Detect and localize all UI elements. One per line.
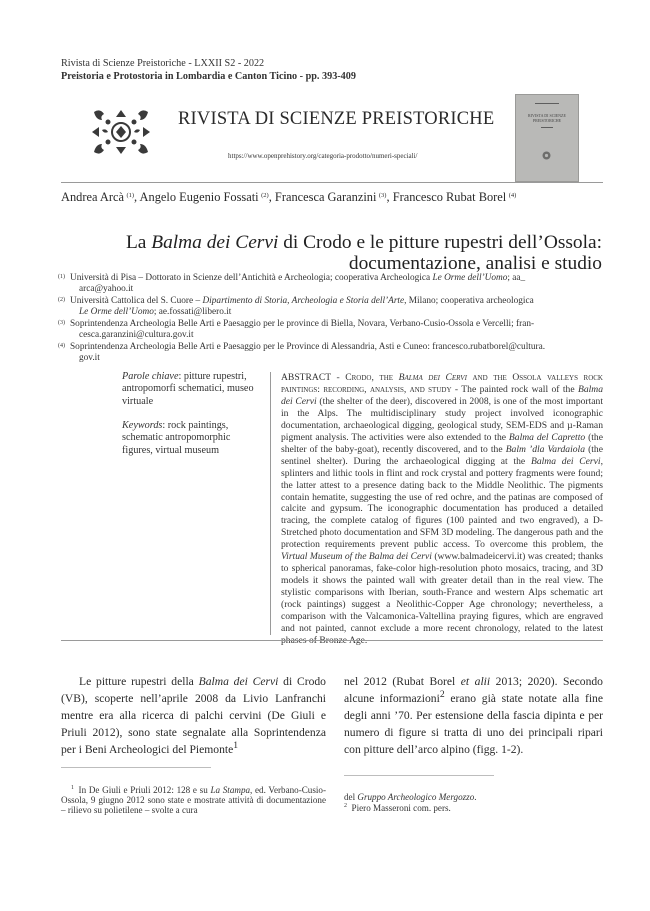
- affiliation-email[interactable]: ; ae.fossati@libero.it: [153, 307, 232, 317]
- cover-sub-line: ▬▬▬▬: [541, 125, 553, 129]
- affiliation-2: [58, 296, 605, 318]
- body-text: Le pitture rupestri della: [79, 675, 199, 688]
- title-text: La: [125, 232, 152, 253]
- author-separator: ,: [386, 190, 393, 204]
- affiliation-italic: Dipartimento di Storia, Archeologia e Storia dell’Arte: [202, 296, 405, 306]
- abstract-label: ABSTRACT: [281, 372, 331, 383]
- body-text: 2013; 2020). Secondo alcune informazioni: [344, 675, 603, 706]
- author-affiliation-ref: (2): [261, 192, 269, 199]
- affiliation-email[interactable]: gov.it: [79, 353, 100, 363]
- body-italic: Balma dei Cervi: [198, 675, 279, 688]
- affiliation-number: (1): [58, 274, 65, 280]
- abstract-title-italic: Balma dei Cervi: [398, 372, 467, 383]
- footnote-number: 2: [344, 802, 347, 809]
- affiliation-email[interactable]: cesca.garanzini@cultura.gov.it: [79, 330, 194, 340]
- affiliation-1: [58, 273, 605, 295]
- body-column-right: [344, 673, 603, 758]
- header-rule: [61, 182, 603, 183]
- affiliation-3: [58, 319, 605, 341]
- abstract-text: (the shelter of the baby-goat), recently discovered, and to the: [281, 431, 603, 455]
- title-text: di Crodo e le pitture rupestri dell’Ossola:: [278, 232, 602, 253]
- abstract-text: (www.balmadeicervi.it) was created; thanks to spherical panoramas, fake-color high-resolution photo mosaics, tracing, and 3D models it shows the painted wall with greater detail than in the real view. The stylistic comparisons with Iberian, south-France and western Alps schematic art (rock paintings) suggest a Neolithic-Copper Age chronology; nevertheless, a comparison with the Valcamonica-Valtellina praying figures, which are engraved and not painted, cannot exclude a more recent chronology, related to the latest phases of Bronze Age.: [281, 551, 603, 646]
- keywords-text: : pitture rupestri, antropomorfi schematici, museo virtuale: [122, 371, 254, 407]
- affiliation-4: [58, 342, 605, 364]
- journal-cover-thumbnail: [515, 94, 579, 182]
- body-italic: et alii: [460, 675, 491, 688]
- body-text: erano già state notate alla fine degli anni ’70. Per estensione della fascia dipinta e per numero di figure si tratta di uno dei principali ripari con pitture dell’arco alpino (figg. 1-2).: [344, 692, 603, 757]
- footnote-text: del: [344, 792, 358, 802]
- abstract-text: (the sentinel shelter). During the archaeological digging at the: [281, 443, 603, 467]
- author-name: Angelo Eugenio Fossati: [139, 190, 259, 204]
- abstract-italic: Balma del Capretto: [508, 431, 586, 443]
- footnote-italic: Gruppo Archeologico Mergozzo: [357, 792, 475, 802]
- abstract-divider: [270, 372, 271, 635]
- footnote-2: [344, 803, 603, 813]
- affiliation-text: Soprintendenza Archeologia Belle Arti e Paesaggio per le province di Biella, Novara, Verbano-Cusio-Ossola e Vercelli; fran-: [70, 319, 535, 329]
- author-affiliation-ref: (4): [508, 192, 517, 199]
- footnote-ref[interactable]: 2: [439, 689, 445, 701]
- paper-title: [100, 232, 602, 274]
- keywords-label: Parole chiave: [122, 371, 179, 382]
- journal-title: RIVISTA DI SCIENZE PREISTORICHE: [178, 109, 495, 129]
- affiliation-number: (2): [58, 297, 65, 303]
- abstract-italic: Balm ’dla Vardaiola: [505, 443, 586, 455]
- affiliation-text: ; aa_: [507, 273, 526, 283]
- abstract-title-text: and the Ossola valleys rock paintings: recording, analysis, and study: [281, 372, 603, 395]
- cover-top-line: ▬▬▬▬▬▬▬▬: [535, 101, 559, 105]
- abstract-text: (the shelter of the deer), discovered in 2008, is one of the most important in the Alps. The multidisciplinary study project involved iconographic documentation, archaeological digging, geological study, SEM-EDS and µ-Raman pigment analysis. The activities were also extended to the: [281, 395, 603, 443]
- footnote-text: .: [474, 792, 477, 802]
- abstract-bottom-rule: [61, 640, 603, 641]
- keywords-english: [122, 420, 262, 457]
- affiliation-email[interactable]: arca@yahoo.it: [79, 284, 134, 294]
- footnote-text: , ed. Verbano-Cusio-Ossola, 9 giugno 2012 sono state e mostrate attività di documentazione – rilievo su polietilene – svolte a cura: [61, 785, 326, 816]
- author-separator: ,: [268, 190, 275, 204]
- keywords-label: Keywords: [122, 420, 163, 431]
- abstract-text: , splinters and lithic tools in flint and rock crystal and pottery fragments were found; the latter attest to a presence dating back to the Middle Neolithic. The pigments contain hematite, suggesting the use of red ochre, and the patinas are composed of calcite and gypsum. The iconographic documentation has produced a detailed tracing, the complete catalog of figures (100 painted and two engraved), a D-Stretched photo documentation and SFM 3D modeling. The dangerous path and the protection requirements prevent public access. To overcome this problem, the: [281, 455, 603, 551]
- abstract-title-text: Crodo, the: [345, 372, 399, 383]
- footnote-ref[interactable]: 1: [233, 740, 239, 752]
- cover-emblem-icon: [541, 150, 552, 161]
- affiliation-number: (4): [58, 343, 65, 349]
- author-name: Francesca Garanzini: [274, 190, 377, 204]
- abstract-italic: Balma dei Cervi: [530, 455, 601, 467]
- keywords-italian: [122, 371, 262, 408]
- footnote-1: [61, 785, 326, 816]
- abstract-italic: Balma dei Cervi: [281, 383, 604, 407]
- abstract-italic: Virtual Museum of the Balma dei Cervi: [281, 551, 432, 563]
- affiliation-italic: Le Orme dell’Uomo: [79, 307, 154, 317]
- author-name: Francesco Rubat Borel: [392, 190, 507, 204]
- title-line-1: [100, 232, 602, 253]
- journal-url[interactable]: https://www.openprehistory.org/categoria-prodotto/numeri-speciali/: [228, 152, 418, 160]
- footnote-number: 1: [71, 784, 74, 791]
- journal-logo-icon: [88, 106, 154, 158]
- affiliation-text: Università di Pisa – Dottorato in Scienze dell’Antichità e Archeologia; cooperativa Archeologica: [70, 273, 433, 283]
- footnote-text: In De Giuli e Priuli 2012: 128 e su: [78, 785, 211, 795]
- author-name: Andrea Arcà: [61, 190, 124, 204]
- abstract: [281, 372, 603, 647]
- footnote-italic: La Stampa: [210, 785, 251, 795]
- title-line-2: documentazione, analisi e studio: [348, 253, 602, 274]
- title-italic: Balma dei Cervi: [151, 232, 279, 253]
- footnote-1-continued: [344, 792, 603, 802]
- body-text: di Crodo (VB), scoperte nell’aprile 2008 da Livio Lanfranchi mentre era alla ricerca di palchi cervini (De Giuli e Priuli 2012), sono state segnalate alla Soprintendenza per i Beni Archeologici del Piemonte: [61, 675, 326, 757]
- affiliation-italic: Le Orme dell’Uomo: [432, 273, 508, 283]
- footnote-rule-left: [61, 767, 211, 768]
- running-header-issue: Rivista di Scienze Preistoriche - LXXII S2 - 2022: [61, 58, 265, 69]
- affiliation-text: Soprintendenza Archeologia Belle Arti e Paesaggio per le Province di Alessandria, Asti e Cuneo: francesco.rubatborel@cultura.: [70, 342, 546, 352]
- body-column-left: [61, 673, 326, 758]
- author-affiliation-ref: (1): [126, 192, 135, 199]
- keywords-text: : rock paintings, schematic antropomorphic figures, virtual museum: [122, 420, 231, 456]
- footnote-text: Piero Masseroni com. pers.: [351, 803, 451, 813]
- cover-title: RIVISTA DI SCIENZE PREISTORICHE: [528, 113, 566, 123]
- affiliation-text: Università Cattolica del S. Cuore –: [70, 296, 203, 306]
- affiliation-number: (3): [58, 320, 65, 326]
- author-list: [61, 190, 516, 205]
- body-text: nel 2012 (Rubat Borel: [344, 675, 461, 688]
- abstract-text: - The painted rock wall of the: [451, 383, 578, 395]
- footnote-rule-right: [344, 775, 494, 776]
- abstract-dash: -: [330, 372, 346, 383]
- running-header-section: Preistoria e Protostoria in Lombardia e Canton Ticino - pp. 393-409: [61, 71, 356, 82]
- affiliation-text: , Milano; cooperativa archeologica: [404, 296, 534, 306]
- author-separator: ,: [134, 190, 140, 204]
- author-affiliation-ref: (3): [378, 192, 387, 199]
